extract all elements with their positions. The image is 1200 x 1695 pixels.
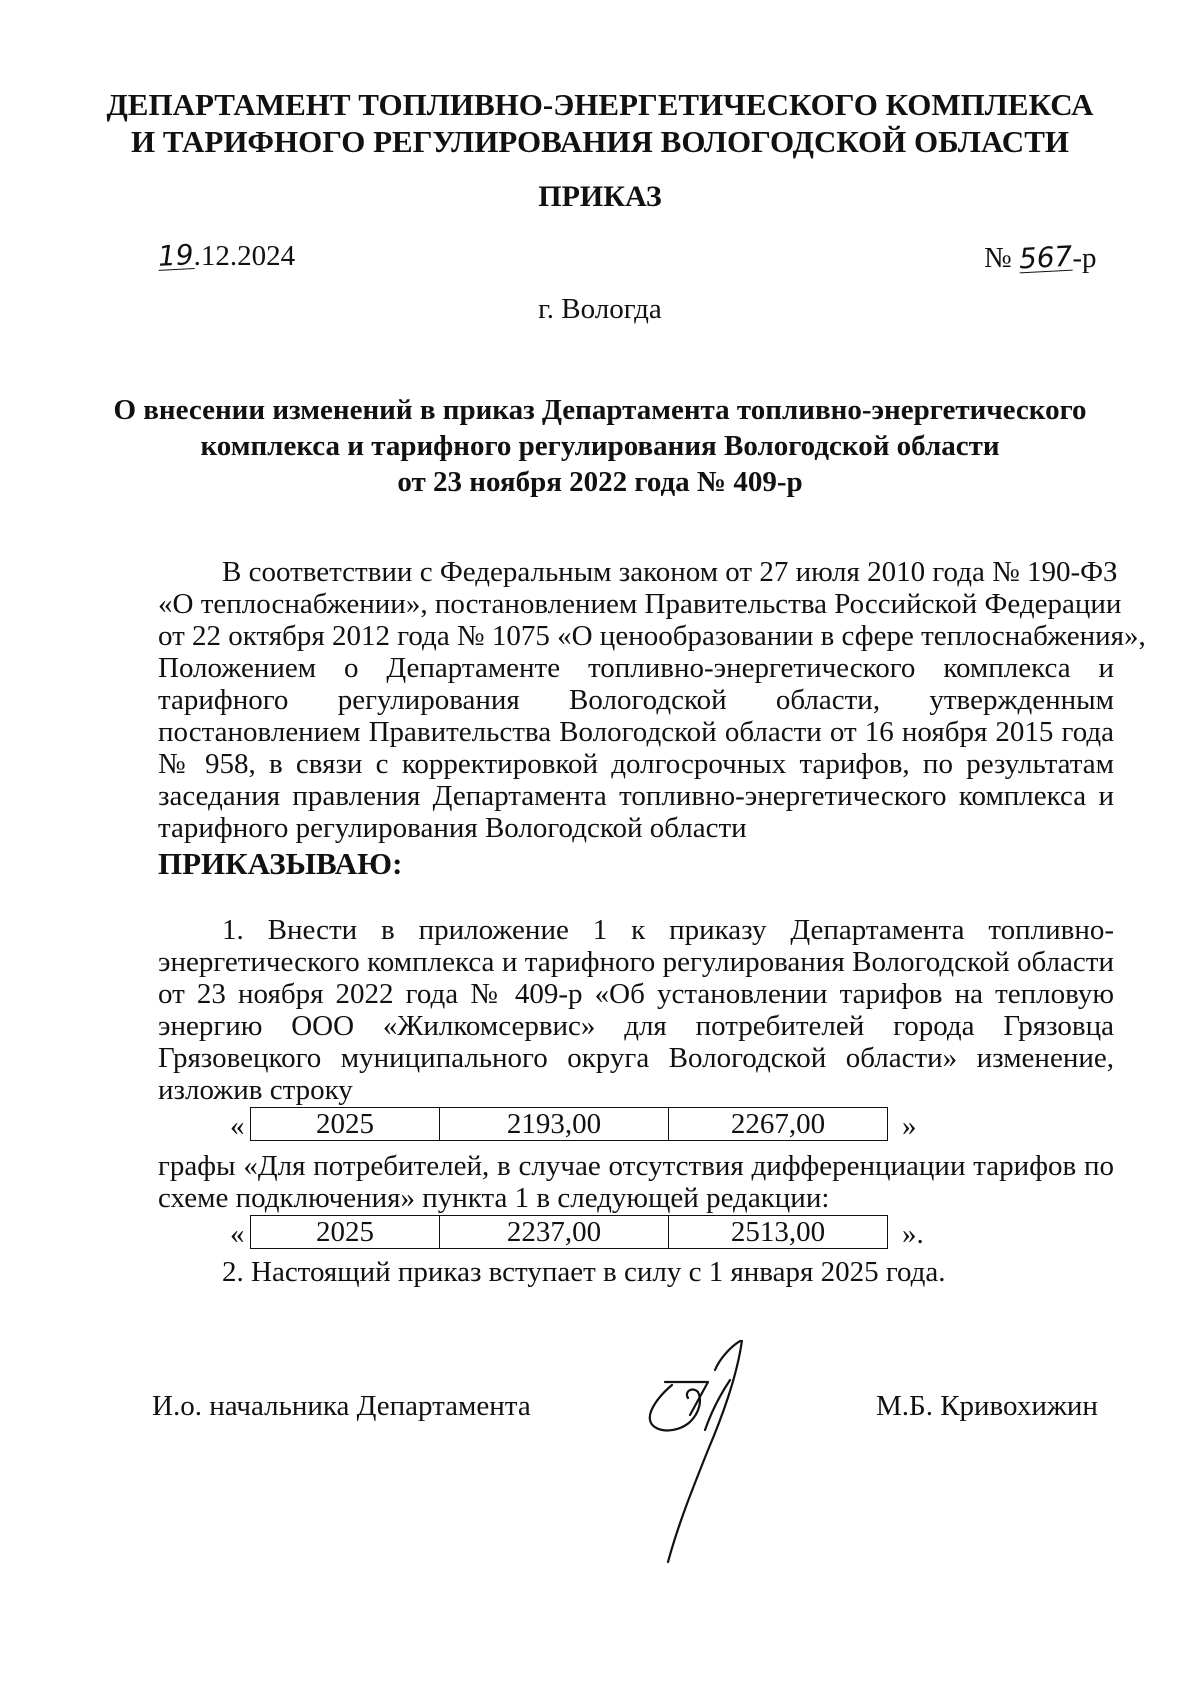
new-row-open-quote: « [230,1218,245,1250]
preamble-line: «О теплоснабжении», постановлением Правительства Российской Федерации [158,588,1122,620]
preamble-line: от 22 октября 2012 года № 1075 «О ценообразовании в сфере теплоснабжения», [158,620,1146,652]
signatory-position: И.о. начальника Департамента [152,1390,531,1422]
number-suffix: -р [1072,242,1097,274]
order-title-line-3: от 23 ноября 2022 года № 409-р [397,466,803,498]
item1-after-line: схеме подключения» пункта 1 в следующей редакции: [158,1182,830,1214]
preamble-line: заседания правления Департамента топливно-энергетического комплекса и [158,780,1114,812]
old-tariff-row [250,1107,888,1141]
handwritten-date-day: 19 [157,238,195,273]
document-number [984,239,1097,276]
item2-text: 2. Настоящий приказ вступает в силу с 1 января 2025 года. [222,1256,946,1288]
item1-line: энергетического комплекса и тарифного регулирования Вологодской области [158,946,1114,978]
preamble-line: постановлением Правительства Вологодской области от 16 ноября 2015 года [158,716,1114,748]
item1-line: изложив строку [158,1074,353,1106]
preamble-line: В соответствии с Федеральным законом от 27 июля 2010 года № 190-ФЗ [222,556,1118,588]
new-row-year-cell: 2025 [251,1216,440,1249]
new-row-value-cell: 2237,00 [440,1216,669,1249]
number-sign: № [984,242,1012,274]
city: г. Вологда [538,293,662,325]
preamble-line: № 958, в связи с корректировкой долгосрочных тарифов, по результатам [158,748,1114,780]
preamble-line: Положением о Департаменте топливно-энергетического комплекса и [158,652,1114,684]
item1-after-line: графы «Для потребителей, в случае отсутствия дифференциации тарифов по [158,1150,1114,1182]
handwritten-signature [620,1340,770,1570]
old-row-year-cell: 2025 [251,1108,440,1141]
order-word: ПРИКАЗЫВАЮ: [158,846,403,881]
date-month-year: .12.2024 [193,240,296,272]
preamble-line: тарифного регулирования Вологодской области, утвержденным [158,684,1114,716]
old-row-value-cell: 2267,00 [669,1108,888,1141]
department-name-line-1: ДЕПАРТАМЕНТ ТОПЛИВНО-ЭНЕРГЕТИЧЕСКОГО КОМПЛЕКСА [106,87,1094,122]
preamble-line: тарифного регулирования Вологодской области [158,812,747,844]
item1-line: 1. Внести в приложение 1 к приказу Департамента топливно- [222,914,1114,946]
handwritten-number: 567 [1018,239,1074,276]
document-date [158,240,295,273]
order-title-line-2: комплекса и тарифного регулирования Вологодской области [200,430,1000,462]
item1-line: Грязовецкого муниципального округа Вологодской области» изменение, [158,1042,1114,1074]
item1-line: от 23 ноября 2022 года № 409-р «Об установлении тарифов на тепловую [158,978,1114,1010]
document-type: ПРИКАЗ [538,180,662,213]
order-title-line-1: О внесении изменений в приказ Департамента топливно-энергетического [113,394,1087,426]
item1-line: энергию ООО «Жилкомсервис» для потребителей города Грязовца [158,1010,1114,1042]
signatory-name: М.Б. Кривохижин [876,1390,1098,1422]
old-row-close-quote: » [902,1110,917,1142]
new-row-value-cell: 2513,00 [669,1216,888,1249]
department-name-line-2: И ТАРИФНОГО РЕГУЛИРОВАНИЯ ВОЛОГОДСКОЙ ОБЛАСТИ [131,124,1069,159]
new-row-close-quote: ». [902,1218,924,1250]
new-tariff-row [250,1215,888,1249]
old-row-open-quote: « [230,1110,245,1142]
old-row-value-cell: 2193,00 [440,1108,669,1141]
